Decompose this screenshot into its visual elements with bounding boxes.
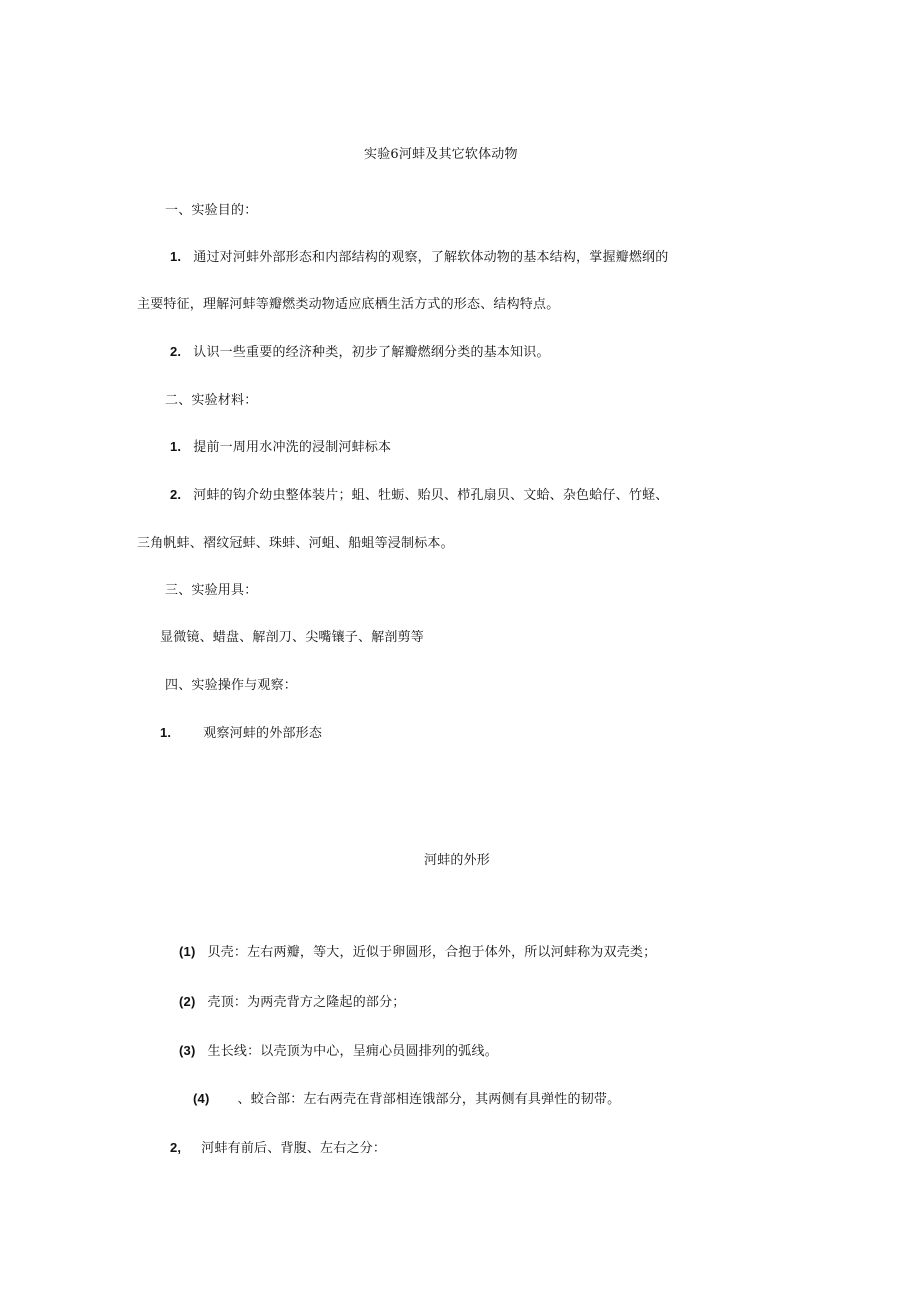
figure-caption: 河蚌的外形 bbox=[424, 853, 491, 868]
item-number: (4) bbox=[193, 1091, 210, 1106]
section-heading-materials: 二、实验材料： bbox=[165, 393, 258, 408]
item-number: 2. bbox=[170, 487, 182, 502]
item-number: (1) bbox=[179, 944, 196, 959]
operation-item-1 bbox=[160, 724, 322, 743]
item-text: 通过对河蚌外部形态和内部结构的观察，了解软体动物的基本结构，掌握瓣燃纲的 bbox=[193, 250, 669, 265]
shell-item-4 bbox=[193, 1090, 620, 1109]
materials-item-2-continued: 三角帆蚌、褶纹冠蚌、珠蚌、河蛆、船蛆等浸制标本。 bbox=[137, 536, 454, 551]
item-number: 1. bbox=[170, 249, 182, 264]
item-text: 生长线：以壳顶为中心，呈痈心员圆排列的弧线。 bbox=[207, 1044, 498, 1059]
operation-item-2 bbox=[170, 1139, 386, 1158]
materials-item-2 bbox=[170, 486, 668, 505]
shell-item-3 bbox=[179, 1042, 498, 1061]
item-text: 河蚌的钩介幼虫整体装片；蛆、牡蛎、贻贝、栉孔扇贝、文蛤、杂色蛤仔、竹蛏、 bbox=[193, 488, 669, 503]
shell-item-2 bbox=[179, 993, 406, 1012]
item-text: 认识一些重要的经济种类，初步了解瓣燃纲分类的基本知识。 bbox=[193, 345, 550, 360]
section-heading-tools: 三、实验用具： bbox=[165, 583, 258, 598]
item-text: 观察河蚌的外部形态 bbox=[203, 726, 323, 741]
section-heading-purpose: 一、实验目的： bbox=[165, 203, 258, 218]
purpose-item-1 bbox=[170, 248, 668, 267]
item-text: 贝壳：左右两瓣，等大，近似于卵圆形，合抱于体外，所以河蚌称为双壳类； bbox=[207, 945, 657, 960]
materials-item-1 bbox=[170, 438, 391, 457]
item-number: (2) bbox=[179, 994, 196, 1009]
item-text: 、蛟合部：左右两壳在背部相连饿部分，其两侧有具弹性的韧带。 bbox=[237, 1092, 621, 1107]
purpose-item-1-continued: 主要特征，理解河蚌等瓣燃类动物适应底栖生活方式的形态、结构特点。 bbox=[137, 297, 560, 312]
item-number: 1. bbox=[170, 439, 182, 454]
item-text: 壳顶：为两壳背方之隆起的部分； bbox=[207, 995, 406, 1010]
item-number: (3) bbox=[179, 1043, 196, 1058]
purpose-item-2 bbox=[170, 343, 550, 362]
page-title: 实验6河蚌及其它软体动物 bbox=[364, 147, 518, 162]
tools-list: 显微镜、蜡盘、解剖刀、尖嘴镶子、解剖剪等 bbox=[160, 630, 425, 645]
item-number: 2. bbox=[170, 344, 182, 359]
shell-item-1 bbox=[179, 943, 656, 962]
item-text: 河蚌有前后、背腹、左右之分： bbox=[201, 1141, 387, 1156]
section-heading-operation: 四、实验操作与观察： bbox=[165, 678, 298, 693]
item-number: 2, bbox=[170, 1140, 182, 1155]
item-text: 提前一周用水冲洗的浸制河蚌标本 bbox=[193, 440, 392, 455]
item-number: 1. bbox=[160, 725, 172, 740]
